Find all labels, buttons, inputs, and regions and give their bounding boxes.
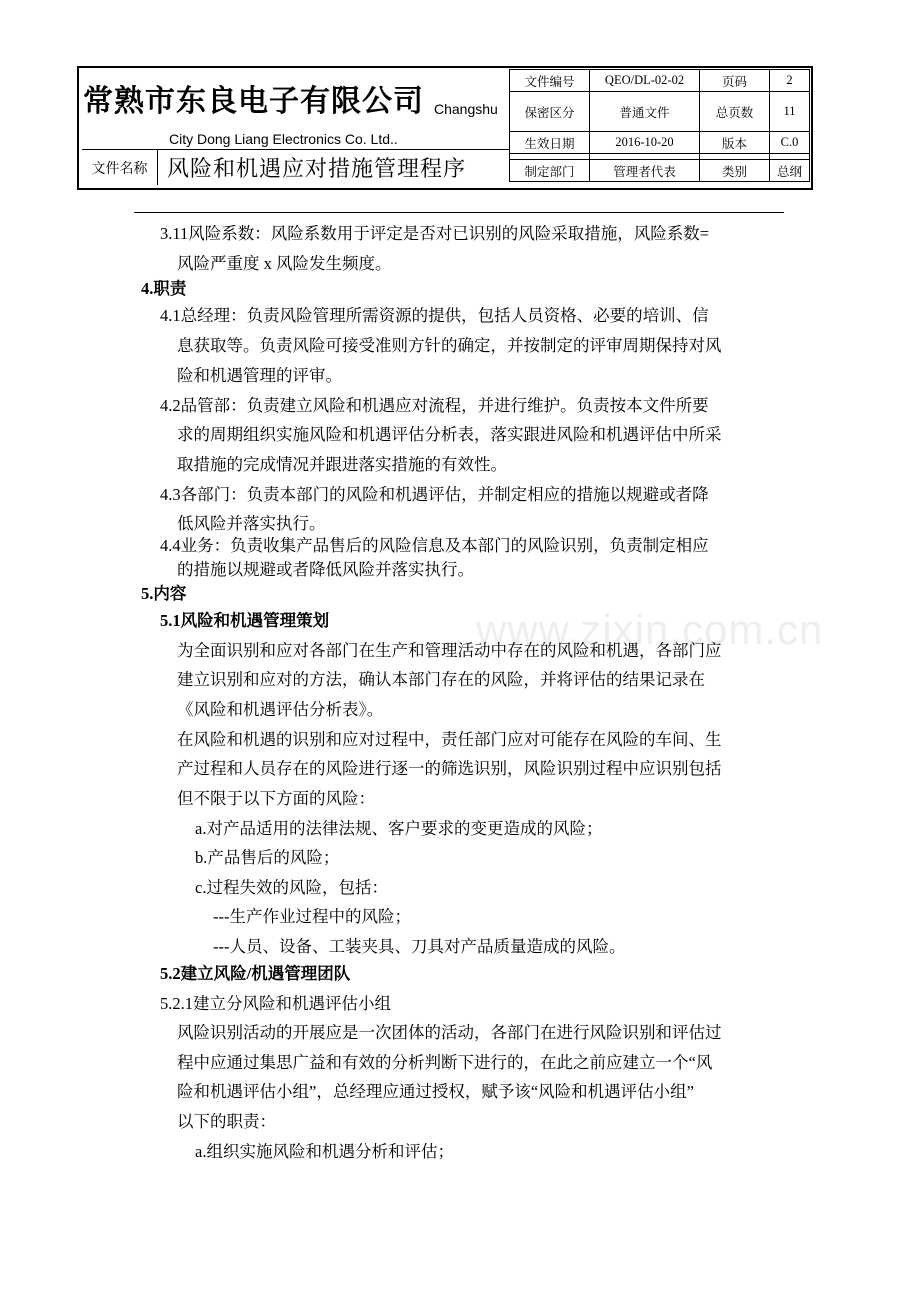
body-line: 在风险和机遇的识别和应对过程中，责任部门应对可能存在风险的车间、生: [177, 730, 722, 749]
page-label: 页码: [700, 70, 770, 92]
version-value: C.0: [770, 132, 810, 154]
filename-value: 风险和机遇应对措施管理程序: [167, 156, 467, 181]
list-item: a.组织实施风险和机遇分析和评估；: [195, 1142, 454, 1161]
subsection-heading: 5.2建立风险/机遇管理团队: [160, 964, 351, 983]
body-line: 产过程和人员存在的风险进行逐一的筛选识别，风险识别过程中应识别包括: [177, 759, 722, 778]
category-value: 总纲: [770, 160, 810, 182]
section-heading: 4.职责: [141, 279, 187, 298]
body-line: 4.3各部门：负责本部门的风险和机遇评估，并制定相应的措施以规避或者降: [160, 485, 709, 504]
body-line: 风险严重度 x 风险发生频度。: [177, 254, 392, 273]
body-line: 息获取等。负责风险可接受准则方针的确定，并按制定的评审周期保持对风: [177, 336, 722, 355]
list-item: a.对产品适用的法律法规、客户要求的变更造成的风险；: [195, 819, 603, 838]
doc-no-value: QEO/DL-02-02: [590, 70, 700, 92]
body-line: 3.11风险系数：风险系数用于评定是否对已识别的风险采取措施，风险系数=: [160, 224, 710, 243]
list-item: b.产品售后的风险；: [195, 848, 340, 867]
security-label: 保密区分: [510, 92, 590, 132]
body-line: 4.1总经理：负责风险管理所需资源的提供，包括人员资格、必要的培训、信: [160, 306, 709, 325]
category-label: 类别: [700, 160, 770, 182]
body-line: 低风险并落实执行。: [177, 514, 326, 533]
watermark-text: www.zixin.com.cn: [476, 606, 824, 653]
dept-label: 制定部门: [510, 160, 590, 182]
total-pages-value: 11: [770, 92, 810, 132]
doc-no-label: 文件编号: [510, 70, 590, 92]
security-value: 普通文件: [590, 92, 700, 132]
body-line: 4.2品管部：负责建立风险和机遇应对流程，并进行维护。负责按本文件所要: [160, 396, 709, 415]
list-sub-item: ---人员、设备、工装夹具、刀具对产品质量造成的风险。: [213, 937, 626, 956]
document-header: [77, 66, 813, 192]
info-row: [510, 92, 810, 132]
total-pages-label: 总页数: [700, 92, 770, 132]
body-line: 4.4业务：负责收集产品售后的风险信息及本部门的风险识别，负责制定相应: [160, 536, 709, 555]
page-value: 2: [770, 70, 810, 92]
body-line: 但不限于以下方面的风险：: [177, 789, 375, 808]
effective-date-value: 2016-10-20: [590, 132, 700, 154]
info-row: [510, 132, 810, 154]
body-line: 取措施的完成情况并跟进落实措施的有效性。: [177, 455, 507, 474]
info-row: [510, 160, 810, 182]
subsection-heading: 5.1风险和机遇管理策划: [160, 611, 330, 630]
body-line: 《风险和机遇评估分析表》。: [177, 700, 384, 719]
body-line: 的措施以规避或者降低风险并落实执行。: [177, 560, 474, 579]
body-line: 风险识别活动的开展应是一次团体的活动，各部门在进行风险识别和评估过: [177, 1023, 722, 1042]
body-line: 求的周期组织实施风险和机遇评估分析表，落实跟进风险和机遇评估中所采: [177, 425, 722, 444]
effective-date-label: 生效日期: [510, 132, 590, 154]
body-line: 以下的职责：: [177, 1112, 276, 1131]
body-line: 险和机遇管理的评审。: [177, 366, 342, 385]
document-info-table: [509, 69, 810, 182]
body-line: 5.2.1建立分风险和机遇评估小组: [160, 994, 391, 1013]
company-name-cn: 常熟市东良电子有限公司: [83, 85, 424, 118]
list-sub-item: ---生产作业过程中的风险；: [213, 907, 411, 926]
body-line: 险和机遇评估小组”，总经理应通过授权，赋予该“风险和机遇评估小组”: [177, 1082, 694, 1101]
version-label: 版本: [700, 132, 770, 154]
filename-label: 文件名称: [82, 150, 158, 185]
body-line: 为全面识别和应对各部门在生产和管理活动中存在的风险和机遇，各部门应: [177, 641, 722, 660]
company-name-en-part: Changshu: [434, 101, 498, 117]
body-line: 程中应通过集思广益和有效的分析判断下进行的，在此之前应建立一个“风: [177, 1053, 713, 1072]
company-name-en: City Dong Liang Electronics Co. Ltd..: [169, 131, 398, 147]
body-line: 建立识别和应对的方法，确认本部门存在的风险，并将评估的结果记录在: [177, 670, 705, 689]
info-row: [510, 70, 810, 92]
company-block: [82, 71, 509, 185]
section-heading: 5.内容: [141, 584, 187, 603]
dept-value: 管理者代表: [590, 160, 700, 182]
list-item: c.过程失效的风险，包括：: [195, 878, 388, 897]
header-rule: [134, 212, 784, 213]
